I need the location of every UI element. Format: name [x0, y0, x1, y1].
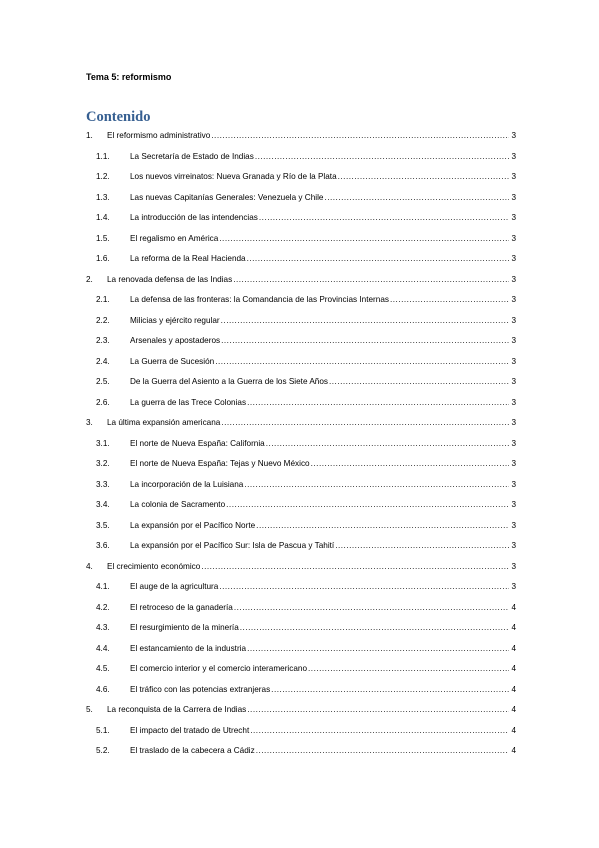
toc-dot-leader	[311, 459, 509, 468]
toc-entry-title: De la Guerra del Asiento a la Guerra de los Siete Años	[130, 377, 328, 386]
toc-entry[interactable]	[86, 172, 516, 186]
toc-entry-page: 3	[511, 459, 516, 468]
toc-dot-leader	[244, 480, 509, 489]
toc-dot-leader	[211, 131, 509, 140]
toc-entry-page: 3	[511, 295, 516, 304]
toc-entry[interactable]	[86, 726, 516, 740]
toc-entry-page: 3	[511, 479, 516, 489]
toc-entry-title: La reforma de la Real Hacienda	[130, 254, 246, 263]
toc-entry-title: El traslado de la cabecera a Cádiz	[130, 746, 255, 755]
toc-dot-leader	[255, 152, 509, 161]
toc-entry-page: 3	[511, 233, 516, 243]
toc-dot-leader	[250, 726, 509, 735]
toc-entry-page: 4	[511, 684, 516, 694]
toc-dot-leader	[247, 705, 509, 714]
toc-dot-leader	[259, 213, 509, 222]
toc-entry-number: 1.	[86, 131, 93, 140]
toc-entry-title: El regalismo en América	[130, 233, 219, 243]
toc-entry-number: 2.	[86, 274, 93, 284]
toc-dot-leader	[215, 357, 509, 366]
toc-entry-title: El tráfico con las potencias extranjeras	[130, 684, 271, 694]
toc-entry-number: 3.2.	[96, 459, 110, 468]
toc-entry-title: La expansión por el Pacífico Norte	[130, 520, 256, 530]
toc-entry[interactable]	[86, 439, 516, 453]
toc-entry-number: 1.5.	[96, 233, 110, 243]
toc-dot-leader	[219, 582, 509, 591]
toc-dot-leader	[256, 746, 509, 755]
toc-dot-leader	[338, 172, 509, 181]
toc-entry-number: 4.	[86, 561, 93, 571]
toc-entry-title: El retroceso de la ganadería	[130, 602, 233, 612]
toc-entry[interactable]	[86, 623, 516, 637]
toc-entry-page: 3	[511, 336, 516, 345]
toc-entry-page: 4	[511, 746, 516, 755]
toc-entry-number: 1.2.	[96, 172, 110, 181]
toc-entry-page: 3	[511, 254, 516, 263]
toc-entry-page: 3	[511, 192, 516, 202]
toc-dot-leader	[329, 377, 509, 386]
toc-entry-page: 4	[511, 602, 516, 612]
toc-entry-page: 3	[511, 582, 516, 591]
toc-entry-title: La colonia de Sacramento	[130, 500, 226, 509]
toc-entry-page: 4	[511, 664, 516, 673]
toc-entry-number: 2.5.	[96, 377, 110, 386]
toc-entry-number: 4.5.	[96, 664, 110, 673]
toc-dot-leader	[219, 234, 509, 243]
toc-entry-number: 2.2.	[96, 315, 110, 325]
toc-dot-leader	[221, 336, 509, 345]
toc-entry-page: 3	[511, 356, 516, 366]
toc-dot-leader	[308, 664, 509, 673]
toc-dot-leader	[266, 439, 509, 448]
toc-entry-title: El impacto del tratado de Utrecht	[130, 725, 250, 735]
toc-entry-title: La reconquista de la Carrera de Indias	[107, 705, 247, 714]
toc-entry-number: 3.5.	[96, 520, 110, 530]
toc-entry[interactable]	[86, 500, 516, 514]
toc-entry[interactable]	[86, 418, 516, 432]
toc-entry-number: 1.6.	[96, 254, 110, 263]
toc-entry-page: 4	[511, 705, 516, 714]
toc-entry-page: 3	[511, 500, 516, 509]
toc-entry[interactable]	[86, 664, 516, 678]
toc-entry[interactable]	[86, 480, 516, 494]
toc-entry[interactable]	[86, 685, 516, 699]
toc-entry-title: La Secretaría de Estado de Indias	[130, 151, 254, 161]
toc-entry-number: 1.3.	[96, 192, 110, 202]
toc-dot-leader	[221, 316, 509, 325]
toc-dot-leader	[335, 541, 509, 550]
toc-entry-title: Las nuevas Capitanías Generales: Venezuela y Chile	[130, 192, 324, 202]
toc-entry-number: 4.2.	[96, 602, 110, 612]
toc-entry-number: 1.4.	[96, 213, 110, 222]
document-title: Tema 5: reformismo	[86, 72, 172, 82]
toc-entry-page: 4	[511, 725, 516, 735]
toc-entry-page: 3	[511, 377, 516, 386]
toc-dot-leader	[247, 398, 509, 407]
toc-entry-page: 3	[511, 213, 516, 222]
toc-entry-title: El reformismo administrativo	[107, 131, 211, 140]
toc-entry[interactable]	[86, 152, 516, 166]
toc-dot-leader	[240, 623, 509, 632]
toc-entry-page: 3	[511, 418, 516, 427]
toc-entry[interactable]	[86, 603, 516, 617]
toc-entry[interactable]	[86, 644, 516, 658]
toc-entry-title: El comercio interior y el comercio interamericano	[130, 664, 308, 673]
toc-entry[interactable]	[86, 213, 516, 227]
toc-entry[interactable]	[86, 316, 516, 330]
toc-entry[interactable]	[86, 295, 516, 309]
toc-entry-title: La expansión por el Pacífico Sur: Isla de Pascua y Tahití	[130, 541, 335, 550]
toc-dot-leader	[390, 295, 509, 304]
toc-entry[interactable]	[86, 193, 516, 207]
toc-entry-number: 3.1.	[96, 438, 110, 448]
toc-entry[interactable]	[86, 398, 516, 412]
toc-entry-number: 2.6.	[96, 397, 110, 407]
toc-entry-page: 3	[511, 438, 516, 448]
toc-entry[interactable]	[86, 459, 516, 473]
toc-entry[interactable]	[86, 746, 516, 760]
toc-dot-leader	[221, 418, 509, 427]
toc-dot-leader	[233, 275, 509, 284]
toc-entry-title: El norte de Nueva España: California	[130, 438, 265, 448]
toc-entry-title: La última expansión americana	[107, 418, 221, 427]
toc-entry[interactable]	[86, 234, 516, 248]
toc-entry-page: 3	[511, 520, 516, 530]
toc-entry-title: El crecimiento económico	[107, 561, 201, 571]
toc-entry-number: 3.6.	[96, 541, 110, 550]
toc-entry-number: 2.4.	[96, 356, 110, 366]
toc-entry-title: La incorporación de la Luisiana	[130, 479, 244, 489]
toc-entry[interactable]	[86, 131, 516, 145]
toc-entry-title: La Guerra de Sucesión	[130, 356, 215, 366]
toc-entry-title: Los nuevos virreinatos: Nueva Granada y Río de la Plata	[130, 172, 337, 181]
toc-dot-leader	[256, 521, 509, 530]
toc-entry-number: 1.1.	[96, 151, 110, 161]
toc-entry-page: 3	[511, 397, 516, 407]
toc-entry-number: 3.	[86, 418, 93, 427]
toc-dot-leader	[271, 685, 509, 694]
toc-entry[interactable]	[86, 336, 516, 350]
toc-entry-title: El norte de Nueva España: Tejas y Nuevo México	[130, 459, 310, 468]
toc-entry-title: La defensa de las fronteras: la Comandancia de las Provincias Internas	[130, 295, 389, 304]
toc-entry-title: Milicias y ejército regular	[130, 315, 220, 325]
toc-entry-page: 3	[511, 315, 516, 325]
toc-entry[interactable]	[86, 377, 516, 391]
toc-entry-number: 4.4.	[96, 643, 110, 653]
toc-entry-page: 3	[511, 172, 516, 181]
toc-entry[interactable]	[86, 357, 516, 371]
toc-dot-leader	[234, 603, 509, 612]
toc-entry-number: 4.1.	[96, 582, 110, 591]
toc-entry-title: La introducción de las intendencias	[130, 213, 258, 222]
toc-entry[interactable]	[86, 254, 516, 268]
toc-entry[interactable]	[86, 705, 516, 719]
toc-entry-title: El estancamiento de la industria	[130, 643, 247, 653]
toc-dot-leader	[201, 562, 509, 571]
toc-entry-title: La renovada defensa de las Indias	[107, 274, 233, 284]
toc-entry-number: 5.	[86, 705, 93, 714]
toc-entry-number: 4.3.	[96, 623, 110, 632]
toc-dot-leader	[324, 193, 509, 202]
toc-entry-number: 3.3.	[96, 479, 110, 489]
toc-dot-leader	[247, 254, 509, 263]
toc-entry[interactable]	[86, 521, 516, 535]
toc-entry[interactable]	[86, 562, 516, 576]
toc-entry-number: 3.4.	[96, 500, 110, 509]
toc-entry-number: 4.6.	[96, 684, 110, 694]
toc-heading: Contenido	[86, 109, 151, 125]
toc-entry-page: 3	[511, 274, 516, 284]
toc-entry-number: 2.1.	[96, 295, 110, 304]
toc-entry-number: 5.1.	[96, 725, 110, 735]
toc-entry-page: 4	[511, 623, 516, 632]
toc-entry-number: 5.2.	[96, 746, 110, 755]
toc-entry-number: 2.3.	[96, 336, 110, 345]
toc-entry-page: 3	[511, 541, 516, 550]
toc-dot-leader	[226, 500, 509, 509]
toc-entry-page: 3	[511, 561, 516, 571]
toc-entry-title: El resurgimiento de la minería	[130, 623, 239, 632]
toc-entry-title: El auge de la agricultura	[130, 582, 219, 591]
toc-entry-page: 3	[511, 151, 516, 161]
toc-entry[interactable]	[86, 275, 516, 289]
toc-entry[interactable]	[86, 582, 516, 596]
toc-entry-page: 3	[511, 131, 516, 140]
toc-entry-title: La guerra de las Trece Colonias	[130, 397, 247, 407]
toc-dot-leader	[247, 644, 509, 653]
toc-entry[interactable]	[86, 541, 516, 555]
toc-entry-page: 4	[511, 643, 516, 653]
toc-entry-title: Arsenales y apostaderos	[130, 336, 221, 345]
